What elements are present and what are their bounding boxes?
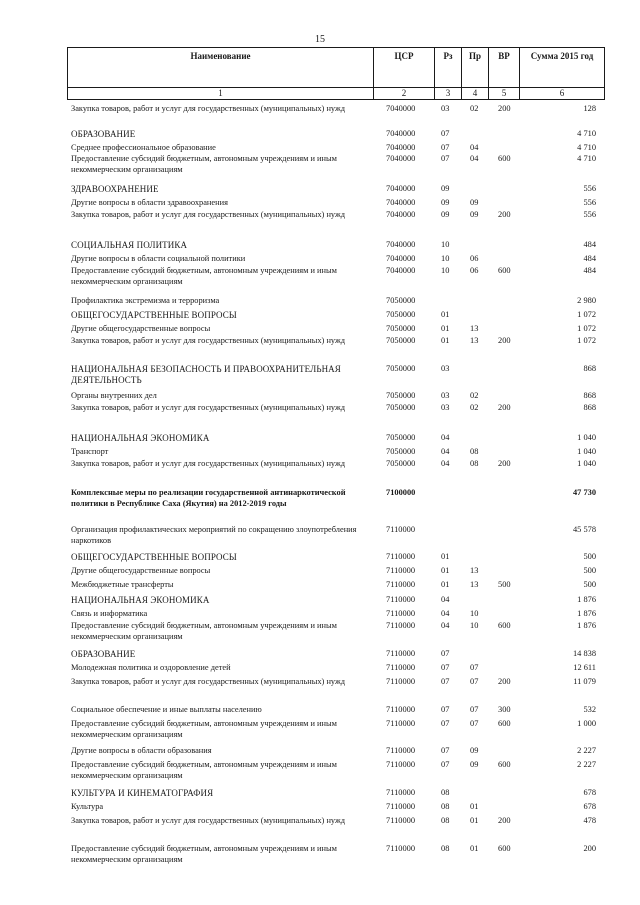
row-name: Закупка товаров, работ и услуг для государственных (муниципальных) нужд	[71, 336, 346, 345]
row-csr: 7110000	[386, 552, 416, 561]
row-sum: 4 710	[577, 129, 596, 138]
row-name: НАЦИОНАЛЬНАЯ ЭКОНОМИКА	[71, 595, 210, 605]
row-rz: 09	[441, 184, 450, 193]
row-sum: 500	[583, 580, 596, 589]
row-sum: 2 980	[577, 296, 596, 305]
row-csr: 7110000	[386, 677, 416, 686]
row-csr: 7110000	[386, 705, 416, 714]
row-pr: 08	[470, 459, 479, 468]
row-csr: 7040000	[386, 184, 416, 193]
header-rz: Рз	[435, 48, 462, 88]
row-csr: 7040000	[386, 143, 416, 152]
row-sum: 868	[583, 364, 596, 373]
header-index-4: 4	[462, 88, 489, 100]
row-rz: 07	[441, 705, 450, 714]
row-csr: 7050000	[386, 447, 416, 456]
row-pr: 13	[470, 336, 479, 345]
row-name: НАЦИОНАЛЬНАЯ БЕЗОПАСНОСТЬ И ПРАВООХРАНИТЕЛЬНАЯ ДЕЯТЕЛЬНОСТЬ	[71, 364, 341, 385]
row-rz: 03	[441, 104, 450, 113]
row-rz: 04	[441, 609, 450, 618]
row-name: КУЛЬТУРА И КИНЕМАТОГРАФИЯ	[71, 788, 214, 798]
row-pr: 09	[470, 760, 479, 769]
row-csr: 7040000	[386, 129, 416, 138]
row-name: Органы внутренних дел	[71, 391, 157, 400]
row-vr: 200	[498, 816, 511, 825]
row-sum: 4 710	[577, 154, 596, 163]
row-csr: 7050000	[386, 433, 416, 442]
row-rz: 03	[441, 391, 450, 400]
row-rz: 04	[441, 621, 450, 630]
row-pr: 10	[470, 609, 479, 618]
row-pr: 01	[470, 844, 479, 853]
row-csr: 7040000	[386, 198, 416, 207]
header-index-1: 1	[68, 88, 374, 100]
row-name: Другие вопросы в области социальной политики	[71, 254, 246, 263]
row-rz: 04	[441, 433, 450, 442]
header-index-6: 6	[520, 88, 605, 100]
row-vr: 600	[498, 844, 511, 853]
row-csr: 7050000	[386, 336, 416, 345]
row-rz: 08	[441, 802, 450, 811]
row-sum: 14 838	[572, 649, 596, 658]
row-pr: 04	[470, 143, 479, 152]
row-rz: 03	[441, 364, 450, 373]
row-pr: 07	[470, 677, 479, 686]
row-sum: 1 072	[577, 336, 596, 345]
row-sum: 1 072	[577, 310, 596, 319]
row-rz: 08	[441, 844, 450, 853]
row-csr: 7110000	[386, 760, 416, 769]
row-sum: 868	[583, 403, 596, 412]
row-name: Предоставление субсидий бюджетным, автономным учреждениям и иным некоммерческим организациям	[71, 621, 337, 641]
row-name: Предоставление субсидий бюджетным, автономным учреждениям и иным некоммерческим организациям	[71, 719, 337, 739]
row-pr: 02	[470, 391, 479, 400]
row-name: Другие вопросы в области здравоохранения	[71, 198, 228, 207]
row-csr: 7110000	[386, 788, 416, 797]
row-vr: 200	[498, 459, 511, 468]
row-pr: 01	[470, 816, 479, 825]
row-sum: 45 578	[572, 525, 596, 534]
header-index-5: 5	[489, 88, 520, 100]
row-csr: 7110000	[386, 580, 416, 589]
row-pr: 09	[470, 198, 479, 207]
row-rz: 08	[441, 788, 450, 797]
row-name: Связь и информатика	[71, 609, 148, 618]
row-pr: 09	[470, 746, 479, 755]
row-name: Закупка товаров, работ и услуг для государственных (муниципальных) нужд	[71, 104, 346, 113]
row-sum: 1 072	[577, 324, 596, 333]
row-sum: 128	[583, 104, 596, 113]
row-rz: 01	[441, 552, 450, 561]
row-sum: 12 611	[573, 663, 596, 672]
row-pr: 01	[470, 802, 479, 811]
row-name: ОБРАЗОВАНИЕ	[71, 129, 136, 139]
row-name: Социальное обеспечение и иные выплаты населению	[71, 705, 262, 714]
row-csr: 7050000	[386, 364, 416, 373]
row-csr: 7040000	[386, 254, 416, 263]
row-sum: 484	[583, 254, 596, 263]
row-name: Предоставление субсидий бюджетным, автономным учреждениям и иным некоммерческим организациям	[71, 266, 337, 286]
row-vr: 600	[498, 719, 511, 728]
row-rz: 07	[441, 677, 450, 686]
row-pr: 02	[470, 403, 479, 412]
row-sum: 1 040	[577, 447, 596, 456]
row-name: ОБЩЕГОСУДАРСТВЕННЫЕ ВОПРОСЫ	[71, 310, 237, 320]
row-csr: 7110000	[386, 649, 416, 658]
row-pr: 13	[470, 580, 479, 589]
row-rz: 10	[441, 266, 450, 275]
row-name: Другие вопросы в области образования	[71, 746, 212, 755]
row-vr: 200	[498, 677, 511, 686]
row-rz: 09	[441, 210, 450, 219]
row-sum: 484	[583, 266, 596, 275]
row-csr: 7040000	[386, 266, 416, 275]
row-pr: 13	[470, 324, 479, 333]
row-name: Комплексные меры по реализации государственной антинаркотической политики в Республике Саха (Якутия) на 2012-2019 годы	[71, 488, 346, 508]
row-csr: 7110000	[386, 663, 416, 672]
header-index-3: 3	[435, 88, 462, 100]
row-pr: 07	[470, 719, 479, 728]
row-rz: 07	[441, 649, 450, 658]
row-sum: 1 040	[577, 433, 596, 442]
row-name: Предоставление субсидий бюджетным, автономным учреждениям и иным некоммерческим организациям	[71, 760, 337, 780]
row-rz: 01	[441, 580, 450, 589]
row-sum: 2 227	[577, 760, 596, 769]
header-vr: ВР	[489, 48, 520, 88]
row-sum: 11 079	[573, 677, 596, 686]
row-csr: 7110000	[386, 525, 416, 534]
row-pr: 07	[470, 705, 479, 714]
row-rz: 07	[441, 129, 450, 138]
row-rz: 07	[441, 154, 450, 163]
row-csr: 7050000	[386, 403, 416, 412]
row-name: Культура	[71, 802, 104, 811]
row-pr: 10	[470, 621, 479, 630]
row-vr: 600	[498, 266, 511, 275]
row-csr: 7110000	[386, 566, 416, 575]
row-csr: 7110000	[386, 595, 416, 604]
row-name: ОБЩЕГОСУДАРСТВЕННЫЕ ВОПРОСЫ	[71, 552, 237, 562]
row-csr: 7050000	[386, 310, 416, 319]
row-csr: 7050000	[386, 296, 416, 305]
row-csr: 7040000	[386, 240, 416, 249]
row-rz: 04	[441, 447, 450, 456]
row-name: Закупка товаров, работ и услуг для государственных (муниципальных) нужд	[71, 210, 346, 219]
row-csr: 7050000	[386, 391, 416, 400]
row-pr: 06	[470, 266, 479, 275]
row-rz: 01	[441, 336, 450, 345]
row-name: СОЦИАЛЬНАЯ ПОЛИТИКА	[71, 240, 188, 250]
row-csr: 7110000	[386, 719, 416, 728]
row-sum: 484	[583, 240, 596, 249]
row-vr: 300	[498, 705, 511, 714]
row-csr: 7050000	[386, 459, 416, 468]
header-name: Наименование	[68, 48, 374, 88]
row-sum: 478	[583, 816, 596, 825]
row-name: НАЦИОНАЛЬНАЯ ЭКОНОМИКА	[71, 433, 210, 443]
row-name: Предоставление субсидий бюджетным, автономным учреждениям и иным некоммерческим организациям	[71, 154, 337, 174]
row-pr: 02	[470, 104, 479, 113]
row-vr: 600	[498, 760, 511, 769]
row-rz: 07	[441, 746, 450, 755]
row-sum: 678	[583, 788, 596, 797]
row-csr: 7110000	[386, 802, 416, 811]
row-name: Другие общегосударственные вопросы	[71, 566, 211, 575]
row-pr: 08	[470, 447, 479, 456]
row-name: Предоставление субсидий бюджетным, автономным учреждениям и иным некоммерческим организациям	[71, 844, 337, 864]
row-csr: 7050000	[386, 324, 416, 333]
page-number: 15	[315, 34, 325, 45]
row-sum: 4 710	[577, 143, 596, 152]
row-rz: 07	[441, 760, 450, 769]
row-sum: 500	[583, 566, 596, 575]
row-vr: 200	[498, 336, 511, 345]
row-rz: 04	[441, 459, 450, 468]
row-name: Другие общегосударственные вопросы	[71, 324, 211, 333]
row-rz: 04	[441, 595, 450, 604]
row-rz: 08	[441, 816, 450, 825]
row-name: Закупка товаров, работ и услуг для государственных (муниципальных) нужд	[71, 459, 346, 468]
row-vr: 200	[498, 210, 511, 219]
row-pr: 04	[470, 154, 479, 163]
row-pr: 09	[470, 210, 479, 219]
row-sum: 1 876	[577, 595, 596, 604]
row-rz: 10	[441, 240, 450, 249]
row-name: Организация профилактических мероприятий по сокращению злоупотребления наркотиков	[71, 525, 357, 545]
row-rz: 01	[441, 566, 450, 575]
row-sum: 1 000	[577, 719, 596, 728]
row-csr: 7110000	[386, 746, 416, 755]
row-name: Закупка товаров, работ и услуг для государственных (муниципальных) нужд	[71, 677, 346, 686]
row-sum: 532	[583, 705, 596, 714]
row-sum: 2 227	[577, 746, 596, 755]
row-name: Закупка товаров, работ и услуг для государственных (муниципальных) нужд	[71, 816, 346, 825]
row-vr: 200	[498, 104, 511, 113]
row-sum: 200	[583, 844, 596, 853]
row-pr: 07	[470, 663, 479, 672]
row-name: Среднее профессиональное образование	[71, 143, 216, 152]
row-rz: 07	[441, 143, 450, 152]
row-name: Межбюджетные трансферты	[71, 580, 174, 589]
row-sum: 678	[583, 802, 596, 811]
row-pr: 13	[470, 566, 479, 575]
row-sum: 556	[583, 210, 596, 219]
row-csr: 7110000	[386, 844, 416, 853]
row-csr: 7040000	[386, 104, 416, 113]
header-csr: ЦСР	[374, 48, 435, 88]
row-rz: 07	[441, 719, 450, 728]
row-name: Молодежная политика и оздоровление детей	[71, 663, 231, 672]
row-rz: 01	[441, 324, 450, 333]
row-rz: 09	[441, 198, 450, 207]
header-sum: Сумма 2015 год	[520, 48, 605, 88]
row-csr: 7040000	[386, 210, 416, 219]
row-sum: 47 730	[572, 488, 596, 497]
row-sum: 500	[583, 552, 596, 561]
row-sum: 1 876	[577, 609, 596, 618]
header-pr: Пр	[462, 48, 489, 88]
row-sum: 1 876	[577, 621, 596, 630]
row-csr: 7110000	[386, 621, 416, 630]
row-csr: 7100000	[386, 488, 416, 497]
row-csr: 7110000	[386, 816, 416, 825]
row-rz: 07	[441, 663, 450, 672]
row-sum: 868	[583, 391, 596, 400]
row-name: Закупка товаров, работ и услуг для государственных (муниципальных) нужд	[71, 403, 346, 412]
row-rz: 03	[441, 403, 450, 412]
row-vr: 500	[498, 580, 511, 589]
row-vr: 200	[498, 403, 511, 412]
row-vr: 600	[498, 154, 511, 163]
row-sum: 556	[583, 198, 596, 207]
row-name: ОБРАЗОВАНИЕ	[71, 649, 136, 659]
row-name: ЗДРАВООХРАНЕНИЕ	[71, 184, 159, 194]
row-name: Профилактика экстремизма и терроризма	[71, 296, 220, 305]
row-csr: 7110000	[386, 609, 416, 618]
row-vr: 600	[498, 621, 511, 630]
row-rz: 01	[441, 310, 450, 319]
row-pr: 06	[470, 254, 479, 263]
header-index-2: 2	[374, 88, 435, 100]
row-sum: 1 040	[577, 459, 596, 468]
row-csr: 7040000	[386, 154, 416, 163]
row-sum: 556	[583, 184, 596, 193]
row-rz: 10	[441, 254, 450, 263]
row-name: Транспорт	[71, 447, 109, 456]
